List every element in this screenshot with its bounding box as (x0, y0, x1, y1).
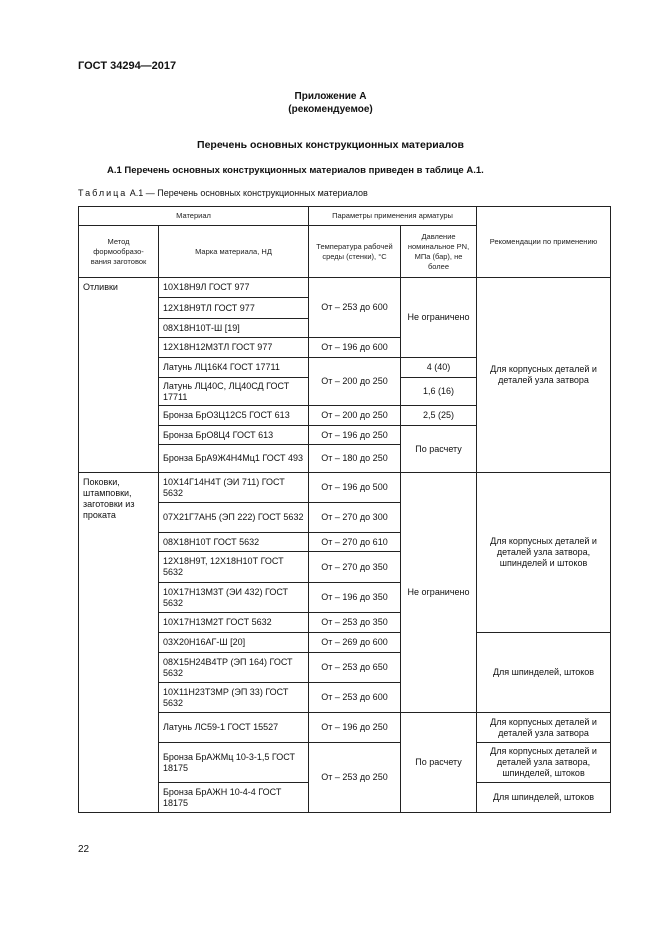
table-cell-temp: От – 270 до 610 (309, 533, 401, 552)
table-cell-temp: От – 269 до 600 (309, 633, 401, 653)
table-cell-grade: Бронза БрА9Ж4Н4Мц1 ГОСТ 493 (159, 445, 309, 473)
table-cell-grade: Бронза БрО8Ц4 ГОСТ 613 (159, 426, 309, 445)
header-temp: Температура рабочей среды (стенки), °С (309, 226, 401, 278)
table-cell-recommend: Для корпусных деталей и деталей узла затвора, шпинделей, штоков (477, 743, 611, 783)
appendix-title: Приложение А (294, 91, 367, 102)
table-cell-pressure: Не ограничено (401, 473, 477, 713)
method-castings: Отливки (79, 278, 159, 473)
table-cell-grade: 08Х15Н24В4ТР (ЭП 164) ГОСТ 5632 (159, 653, 309, 683)
table-cell-temp: От – 196 до 250 (309, 426, 401, 445)
table-cell-temp: От – 180 до 250 (309, 445, 401, 473)
table-cell-pressure: 4 (40) (401, 358, 477, 378)
table-cell-grade: 12Х18Н9Т, 12Х18Н10Т ГОСТ 5632 (159, 552, 309, 583)
table-cell-temp: От – 200 до 250 (309, 358, 401, 406)
table-cell-temp: От – 196 до 350 (309, 583, 401, 613)
table-cell-grade: 08Х18Н10Т-Ш [19] (159, 319, 309, 338)
table-cell-temp: От – 196 до 600 (309, 338, 401, 358)
materials-table (78, 206, 611, 813)
table-cell-grade: Бронза БрО3Ц12С5 ГОСТ 613 (159, 406, 309, 426)
table-cell-pressure: По расчету (401, 713, 477, 813)
table-cell-grade: Бронза БрАЖН 10-4-4 ГОСТ 18175 (159, 783, 309, 813)
table-cell-grade: Латунь ЛЦ40С, ЛЦ40СД ГОСТ 17711 (159, 378, 309, 406)
table-cell-grade: 10Х18Н9Л ГОСТ 977 (159, 278, 309, 298)
header-pressure: Давление номинальное PN, МПа (бар), не более (401, 226, 477, 278)
table-cell-recommend: Для корпусных деталей и деталей узла затвора (477, 713, 611, 743)
table-cell-grade: 07Х21Г7АН5 (ЭП 222) ГОСТ 5632 (159, 503, 309, 533)
table-cell-recommend: Для шпинделей, штоков (477, 783, 611, 813)
table-cell-temp: От – 253 до 650 (309, 653, 401, 683)
table-cell-temp: От – 253 до 350 (309, 613, 401, 633)
caption-text: А.1 — Перечень основных конструкционных материалов (127, 188, 368, 198)
table-caption (78, 188, 368, 198)
caption-label: Таблица (78, 188, 128, 198)
table-cell-temp: От – 270 до 350 (309, 552, 401, 583)
page-number: 22 (78, 844, 90, 855)
table-cell-recommend: Для шпинделей, штоков (477, 633, 611, 713)
table-cell-grade: 10Х17Н13М2Т ГОСТ 5632 (159, 613, 309, 633)
table-cell-pressure: Не ограничено (401, 278, 477, 358)
table-cell-grade: 03Х20Н16АГ-Ш [20] (159, 633, 309, 653)
table-cell-temp: От – 253 до 600 (309, 278, 401, 338)
table-cell-grade: Латунь ЛС59-1 ГОСТ 15527 (159, 713, 309, 743)
intro-paragraph: А.1 Перечень основных конструкционных материалов приведен в таблице А.1. (107, 165, 484, 176)
header-params: Параметры применения арматуры (309, 207, 477, 226)
header-grade: Марка материала, НД (159, 226, 309, 278)
table-cell-recommend: Для корпусных деталей и деталей узла затвора (477, 278, 611, 473)
header-method: Метод формообразо-вания заготовок (79, 226, 159, 278)
section-title: Перечень основных конструкционных материалов (197, 139, 464, 151)
header-material: Материал (79, 207, 309, 226)
table-cell-grade: 12Х18Н9ТЛ ГОСТ 977 (159, 298, 309, 319)
table-cell-pressure: 2,5 (25) (401, 406, 477, 426)
table-cell-temp: От – 253 до 250 (309, 743, 401, 813)
table-cell-pressure: 1,6 (16) (401, 378, 477, 406)
table-cell-temp: От – 196 до 250 (309, 713, 401, 743)
table-cell-grade: 08Х18Н10Т ГОСТ 5632 (159, 533, 309, 552)
table-cell-recommend: Для корпусных деталей и деталей узла затвора, шпинделей и штоков (477, 473, 611, 633)
table-cell-grade: 10Х11Н23Т3МР (ЭП 33) ГОСТ 5632 (159, 683, 309, 713)
table-cell-temp: От – 270 до 300 (309, 503, 401, 533)
table-cell-temp: От – 253 до 600 (309, 683, 401, 713)
table-cell-temp: От – 200 до 250 (309, 406, 401, 426)
table-cell-grade: Бронза БрАЖМц 10-3-1,5 ГОСТ 18175 (159, 743, 309, 783)
document-header: ГОСТ 34294—2017 (78, 60, 177, 72)
table-cell-temp: От – 196 до 500 (309, 473, 401, 503)
appendix-subtitle: (рекомендуемое) (288, 104, 373, 115)
method-forgings: Поковки, штамповки, заготовки из проката (79, 473, 159, 813)
table-cell-grade: 10Х17Н13М3Т (ЭИ 432) ГОСТ 5632 (159, 583, 309, 613)
header-recommend: Рекомендации по применению (477, 207, 611, 278)
table-cell-grade: 12Х18Н12М3ТЛ ГОСТ 977 (159, 338, 309, 358)
table-cell-grade: 10Х14Г14Н4Т (ЭИ 711) ГОСТ 5632 (159, 473, 309, 503)
table-cell-pressure: По расчету (401, 426, 477, 473)
table-cell-grade: Латунь ЛЦ16К4 ГОСТ 17711 (159, 358, 309, 378)
